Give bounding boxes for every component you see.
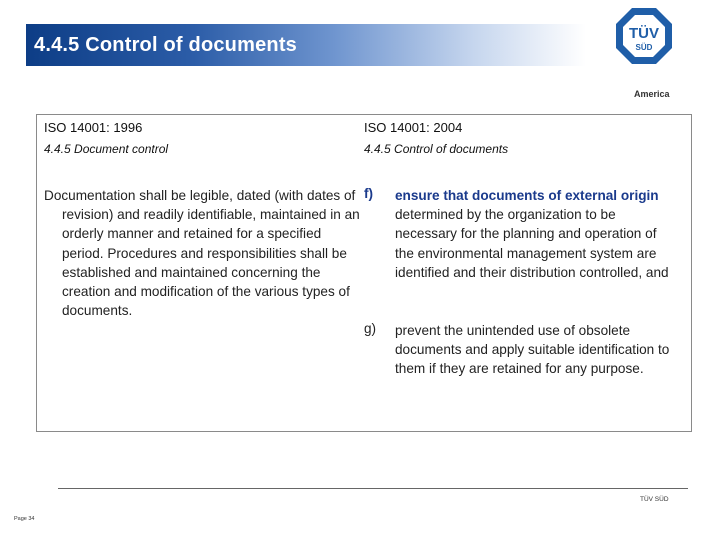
right-column-subheading: 4.4.5 Control of documents <box>364 142 509 156</box>
page-number: Page 34 <box>14 516 35 522</box>
item-g-text: prevent the unintended use of obsolete documents and apply suitable identification to them if they are retained for any purpose. <box>395 323 670 377</box>
item-f-marker: f) <box>364 186 374 201</box>
page-title: 4.4.5 Control of documents <box>34 34 298 56</box>
logo-brand: TÜV <box>629 25 659 42</box>
item-g-marker: g) <box>364 321 377 336</box>
tuv-sud-logo <box>614 6 674 99</box>
left-column-body: Documentation shall be legible, dated (with dates of revision) and readily identifiable, maintained in an orderly manner and retained for a specified period. Procedures and responsibilities shall be established and maintained concerning the creation and modification of the various types of documents. <box>44 188 360 319</box>
footer-divider <box>58 488 688 489</box>
title-bar <box>26 24 586 66</box>
tuv-octagon-icon <box>614 6 674 88</box>
item-f-emphasis: ensure that documents of external origin <box>395 188 659 203</box>
logo-region: America <box>634 89 670 99</box>
right-column-heading: ISO 14001: 2004 <box>364 120 463 135</box>
left-column-heading: ISO 14001: 1996 <box>44 120 143 135</box>
footer-company: TÜV SÜD <box>640 496 669 503</box>
logo-sub: SÜD <box>635 43 653 52</box>
left-column-subheading: 4.4.5 Document control <box>44 142 169 156</box>
item-f-text <box>395 186 677 282</box>
item-f-body: determined by the organization to be necessary for the planning and operation of the environmental management system are identified and their distribution controlled, and <box>395 207 669 280</box>
